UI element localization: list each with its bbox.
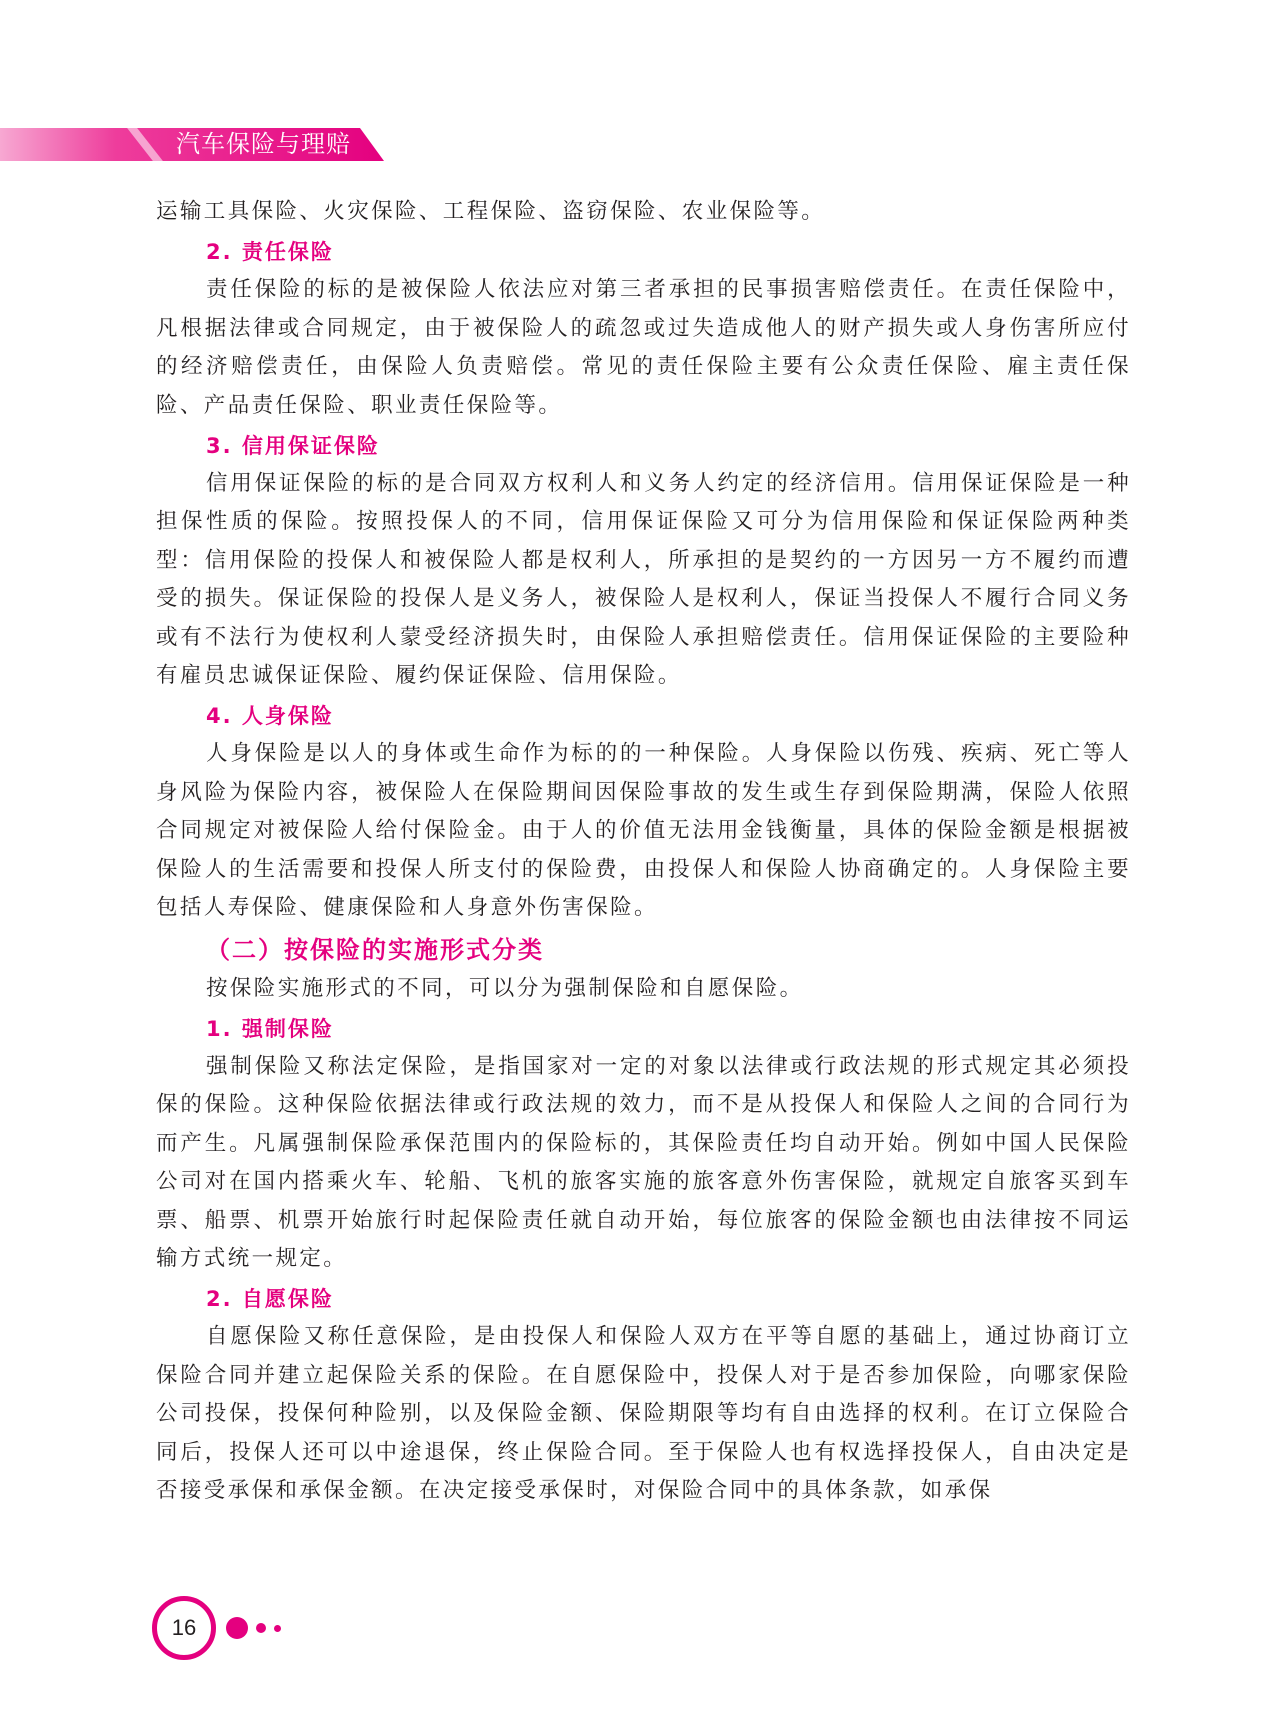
heading-personal-insurance: 4. 人身保险	[206, 704, 334, 729]
paragraph-implementation-form: 按保险实施形式的不同，可以分为强制保险和自愿保险。	[206, 975, 804, 1001]
page-number: 16	[152, 1596, 216, 1660]
decorative-dot-icon	[256, 1623, 266, 1633]
heading-liability-insurance: 2. 责任保险	[206, 240, 334, 265]
paragraph-personal-insurance: 人身保险是以人的身体或生命作为标的的一种保险。人身保险以伤残、疾病、死亡等人身风险为保险内容，被保险人在保险期间因保险事故的发生或生存到保险期满，保险人依照合同规定对被保险人给付保险金。由于人的价值无法用金钱衡量，具体的保险金额是根据被保险人的生活需要和投保人所支付的保险费，由投保人和保险人协商确定的。人身保险主要包括人寿保险、健康保险和人身意外伤害保险。	[156, 741, 1131, 921]
paragraph-compulsory-insurance: 强制保险又称法定保险，是指国家对一定的对象以法律或行政法规的形式规定其必须投保的保险。这种保险依据法律或行政法规的效力，而不是从投保人和保险人之间的合同行为而产生。凡属强制保险承保范围内的保险标的，其保险责任均自动开始。例如中国人民保险公司对在国内搭乘火车、轮船、飞机的旅客实施的旅客意外伤害保险，就规定自旅客买到车票、船票、机票开始旅行时起保险责任就自动开始，每位旅客的保险金额也由法律按不同运输方式统一规定。	[156, 1053, 1131, 1271]
page-body	[156, 193, 1131, 1510]
decorative-dot-icon	[226, 1617, 248, 1639]
decorative-dot-icon	[274, 1625, 281, 1632]
paragraph-voluntary-insurance: 自愿保险又称任意保险，是由投保人和保险人双方在平等自愿的基础上，通过协商订立保险合同并建立起保险关系的保险。在自愿保险中，投保人对于是否参加保险，向哪家保险公司投保，投保何种险别，以及保险金额、保险期限等均有自由选择的权利。在订立保险合同后，投保人还可以中途退保，终止保险合同。至于保险人也有权选择投保人，自由决定是否接受承保和承保金额。在决定接受承保时，对保险合同中的具体条款，如承保	[156, 1324, 1131, 1503]
heading-compulsory-insurance: 1. 强制保险	[206, 1016, 334, 1041]
heading-credit-guarantee-insurance: 3. 信用保证保险	[206, 434, 380, 459]
section-heading-implementation-form: （二）按保险的实施形式分类	[206, 934, 544, 964]
paragraph-liability-insurance: 责任保险的标的是被保险人依法应对第三者承担的民事损害赔偿责任。在责任保险中，凡根据法律或合同规定，由于被保险人的疏忽或过失造成他人的财产损失或人身伤害所应付的经济赔偿责任，由保险人负责赔偿。常见的责任保险主要有公众责任保险、雇主责任保险、产品责任保险、职业责任保险等。	[156, 277, 1131, 418]
paragraph-credit-guarantee-insurance: 信用保证保险的标的是合同双方权利人和义务人约定的经济信用。信用保证保险是一种担保性质的保险。按照投保人的不同，信用保证保险又可分为信用保险和保证保险两种类型：信用保险的投保人和被保险人都是权利人，所承担的是契约的一方因另一方不履约而遭受的损失。保证保险的投保人是义务人，被保险人是权利人，保证当投保人不履行合同义务或有不法行为使权利人蒙受经济损失时，由保险人承担赔偿责任。信用保证保险的主要险种有雇员忠诚保证保险、履约保证保险、信用保险。	[156, 471, 1131, 689]
book-title: 汽车保险与理赔	[176, 130, 351, 158]
heading-voluntary-insurance: 2. 自愿保险	[206, 1287, 334, 1312]
paragraph-continued: 运输工具保险、火灾保险、工程保险、盗窃保险、农业保险等。	[156, 199, 826, 224]
